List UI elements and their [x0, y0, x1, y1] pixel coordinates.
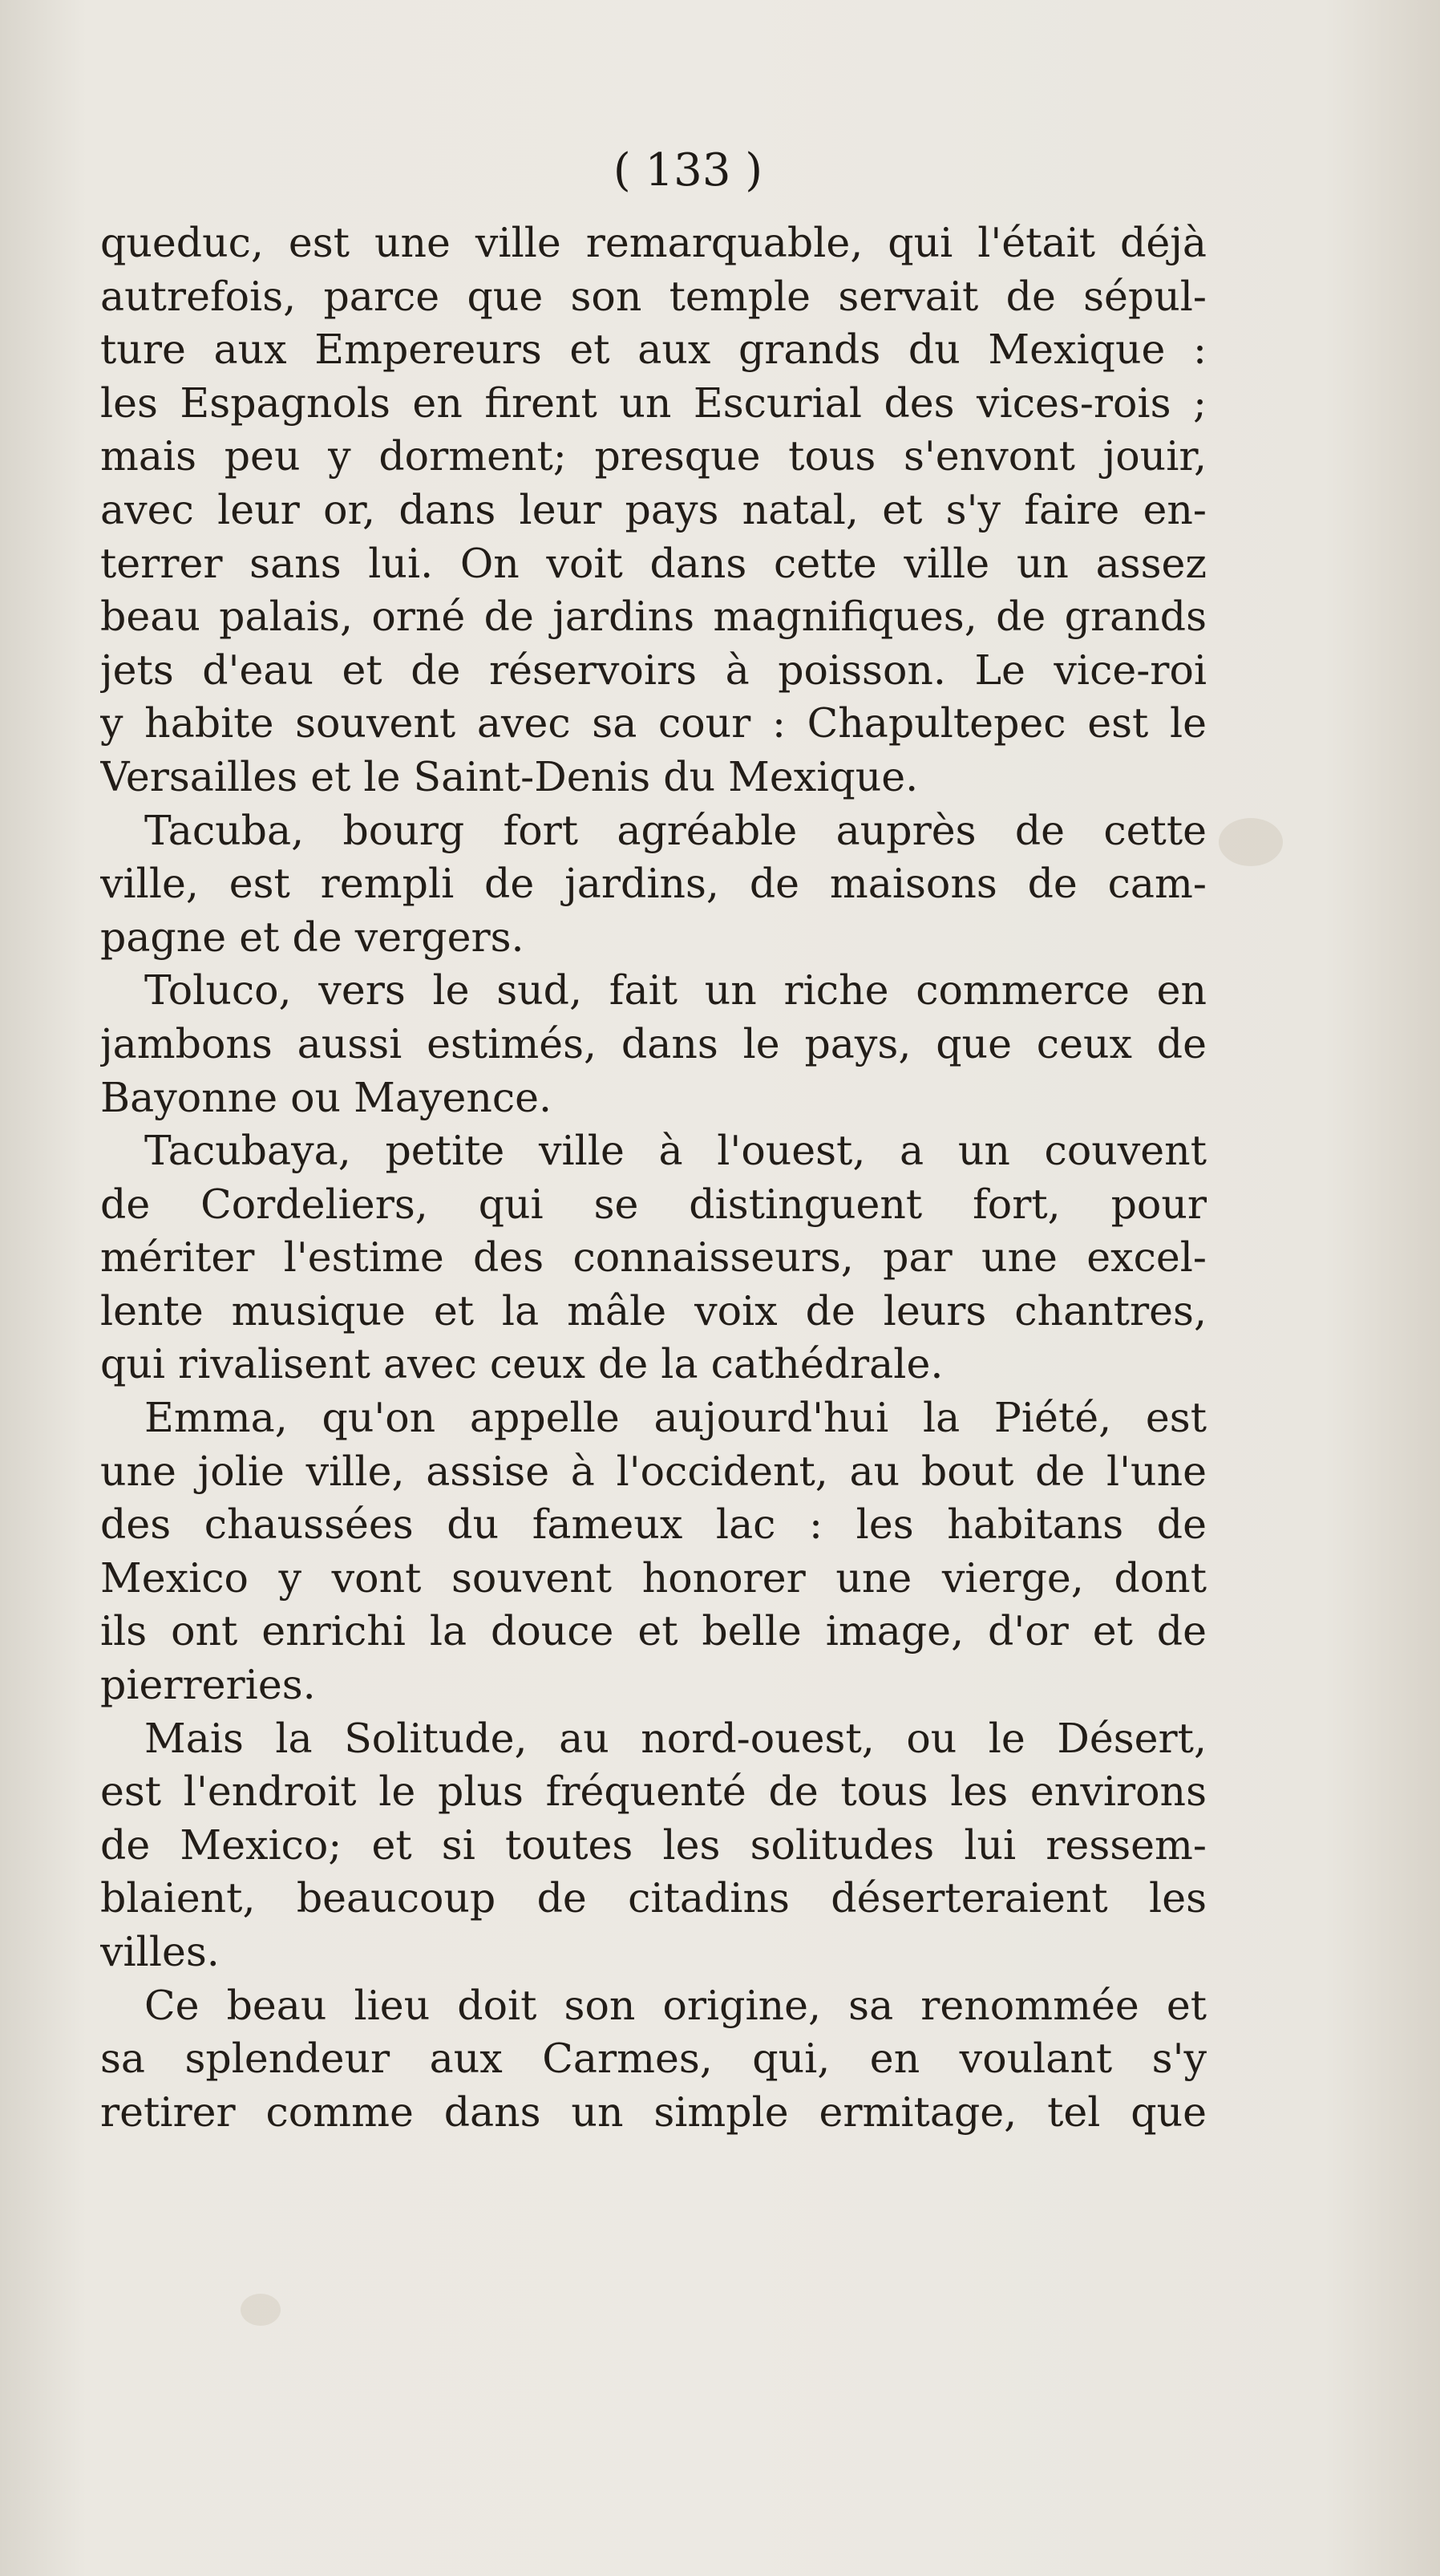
- text-line: jets d'eau et de réservoirs à poisson. Le vice-roi: [100, 646, 1207, 694]
- text-line: Mais la Solitude, au nord-ouest, ou le Désert,: [144, 1714, 1207, 1762]
- text-line: y habite souvent avec sa cour : Chapultepec est le: [100, 699, 1207, 747]
- body-text: [100, 217, 1207, 2139]
- paper-stain: [241, 2294, 281, 2326]
- text-line: une jolie ville, assise à l'occident, au bout de l'une: [100, 1447, 1207, 1495]
- text-line: mériter l'estime des connaisseurs, par une excel-: [100, 1233, 1207, 1282]
- text-line: jambons aussi estimés, dans le pays, que ceux de: [100, 1019, 1207, 1067]
- text-line: ville, est rempli de jardins, de maisons de cam-: [100, 860, 1207, 908]
- text-line: Mexico y vont souvent honorer une vierge, dont: [100, 1553, 1207, 1602]
- text-line: Tacuba, bourg fort agréable auprès de cette: [144, 806, 1207, 854]
- text-line: avec leur or, dans leur pays natal, et s'y faire en-: [100, 485, 1207, 533]
- text-line: beau palais, orné de jardins magnifiques, de grands: [100, 593, 1207, 641]
- text-line: ils ont enrichi la douce et belle image, d'or et de: [100, 1607, 1207, 1655]
- text-line: Versailles et le Saint-Denis du Mexique.: [100, 752, 919, 800]
- text-line: terrer sans lui. On voit dans cette ville un assez: [100, 539, 1207, 587]
- text-line: qui rivalisent avec ceux de la cathédrale.: [100, 1340, 944, 1388]
- text-line: blaient, beaucoup de citadins déserteraient les: [100, 1874, 1207, 1922]
- text-line: Ce beau lieu doit son origine, sa renommée et: [144, 1981, 1207, 2029]
- text-line: de Mexico; et si toutes les solitudes lui ressem-: [100, 1821, 1207, 1869]
- text-line: Tacubaya, petite ville à l'ouest, a un couvent: [144, 1127, 1207, 1175]
- text-line: ture aux Empereurs et aux grands du Mexique :: [100, 326, 1207, 374]
- text-line: les Espagnols en firent un Escurial des vices-rois ;: [100, 379, 1207, 427]
- text-line: queduc, est une ville remarquable, qui l'était déjà: [100, 219, 1207, 266]
- text-line: Emma, qu'on appelle aujourd'hui la Piété, est: [144, 1394, 1207, 1442]
- text-line: des chaussées du fameux lac : les habitans de: [100, 1501, 1207, 1549]
- text-line: pagne et de vergers.: [100, 913, 524, 961]
- text-line: lente musique et la mâle voix de leurs chantres,: [100, 1286, 1207, 1335]
- text-line: pierreries.: [100, 1661, 316, 1709]
- page-number-header: ( 133 ): [613, 144, 763, 196]
- text-line: mais peu y dorment; presque tous s'envont jouir,: [100, 432, 1207, 480]
- text-line: Toluco, vers le sud, fait un riche commerce en: [144, 966, 1207, 1015]
- text-line: Bayonne ou Mayence.: [100, 1073, 552, 1121]
- text-line: villes.: [100, 1928, 220, 1975]
- text-line: est l'endroit le plus fréquenté de tous les environs: [100, 1768, 1207, 1816]
- text-line: retirer comme dans un simple ermitage, tel que: [100, 2088, 1207, 2136]
- text-line: autrefois, parce que son temple servait de sépul-: [100, 272, 1207, 320]
- text-line: sa splendeur aux Carmes, qui, en voulant s'y: [100, 2035, 1207, 2083]
- text-line: de Cordeliers, qui se distinguent fort, pour: [100, 1180, 1207, 1228]
- paper-stain: [1219, 818, 1283, 866]
